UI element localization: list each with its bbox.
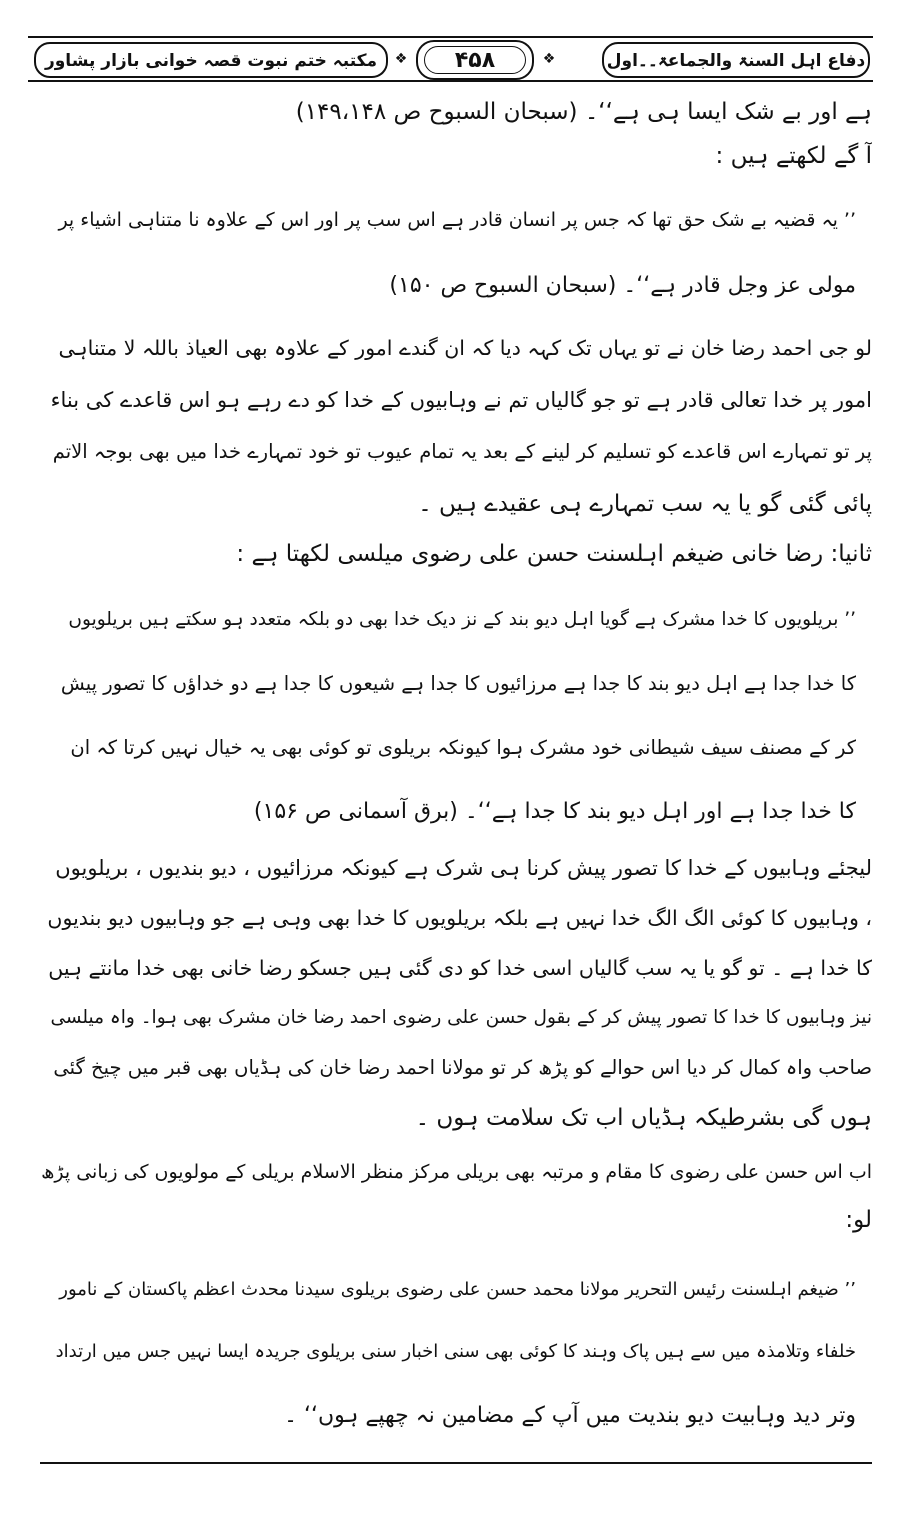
quote-line: مولی عز وجل قادر ہے‘‘۔ (سبحان السبوح ص ۱۵۰) <box>389 273 856 298</box>
quote-line: کا خدا جدا ہے اور اہل دیو بند کا جدا ہے‘‘۔ (برق آسمانی ص ۱۵۶) <box>253 799 856 824</box>
text-line: پر تو تمہارے اس قاعدے کو تسلیم کر لینے کے بعد یہ تمام عیوب تو خود تمہارے خدا میں بھی بوجہ الاتم <box>52 440 872 463</box>
text-line: کا خدا ہے ۔ تو گو یا یہ سب گالیاں اسی خدا کو دی گئی ہیں جسکو رضا خانی بھی خدا مانتے ہیں <box>48 956 872 980</box>
header-book-title-text: دفاع اہل السنۃ والجماعۃ۔۔اول <box>606 50 866 71</box>
header-top-rule <box>28 36 873 38</box>
header-publisher-text: مکتبہ ختم نبوت قصہ خوانی بازار پشاور <box>44 50 378 71</box>
text-line: امور پر خدا تعالی قادر ہے تو جو گالیاں تم نے وہابیوں کے خدا کو دے رہے ہو اس قاعدے کی بناء <box>50 388 872 412</box>
quote-line: ’’ بریلویوں کا خدا مشرک ہے گویا اہل دیو بند کے نز دیک خدا بھی دو بلکہ متعدد ہو سکتے ہیں بریلویوں <box>68 609 856 630</box>
ornament-left-icon: ❖ <box>394 51 408 67</box>
page-number-inner-frame <box>424 46 526 74</box>
text-line: نیز وہابیوں کا خدا کا تصور پیش کر کے بقول حسن علی رضوی احمد رضا خان مشرک بھی ہوا۔ واہ میلسی <box>50 1007 872 1028</box>
page-number-badge <box>416 40 534 80</box>
text-line: ثانیا: رضا خانی ضیغم اہلسنت حسن علی رضوی میلسی لکھتا ہے : <box>236 541 872 567</box>
text-line: اب اس حسن علی رضوی کا مقام و مرتبہ بھی بریلی مرکز منظر الاسلام بریلی کے مولویوں کی زبانی پڑھ <box>41 1161 872 1183</box>
header-book-title <box>602 42 870 78</box>
quote-line: کر کے مصنف سیف شیطانی خود مشرک ہوا کیونکہ بریلوی تو کوئی بھی یہ خیال نہیں کرتا کہ ان <box>70 736 856 759</box>
page-number-text: ۴۵۸ <box>454 47 496 73</box>
quote-line: کا خدا جدا ہے اہل دیو بند کا جدا ہے مرزائیوں کا جدا ہے شیعوں کا جدا ہے دو خداؤں کا تصور پیش <box>60 672 856 695</box>
text-line: آ گے لکھتے ہیں : <box>715 143 872 169</box>
header-publisher <box>34 42 388 78</box>
text-line: ، وہابیوں کا کوئی الگ الگ خدا نہیں ہے بلکہ بریلویوں کا خدا بھی وہی ہے جو وہابیوں دیو بندیوں <box>47 906 872 930</box>
text-line: ہوں گی بشرطیکہ ہڈیاں اب تک سلامت ہوں ۔ <box>415 1105 872 1131</box>
quote-line: ’’ یہ قضیہ بے شک حق تھا کہ جس پر انسان قادر ہے اس سب پر اور اس کے علاوہ نا متناہی اشیاء پر <box>58 209 856 231</box>
quote-line: وتر دید وہابیت دیو بندیت میں آپ کے مضامین نہ چھپے ہوں‘‘ ۔ <box>284 1403 856 1428</box>
header-bottom-rule <box>28 80 873 82</box>
footer-rule <box>40 1462 872 1464</box>
text-line: ہے اور بے شک ایسا ہی ہے‘‘۔ (سبحان السبوح ص ۱۴۹،۱۴۸) <box>295 99 872 125</box>
quote-line: خلفاء وتلامذہ میں سے ہیں پاک وہند کا کوئی بھی سنی اخبار سنی بریلوی جریدہ ایسا نہیں جس میں ارتداد <box>56 1341 856 1362</box>
ornament-right-icon: ❖ <box>542 51 556 67</box>
text-line: لیجئے وہابیوں کے خدا کا تصور پیش کرنا ہی شرک ہے کیونکہ مرزائیوں ، دیو بندیوں ، بریلویوں <box>55 856 872 880</box>
text-line: لو: <box>845 1207 872 1233</box>
text-line: لو جی احمد رضا خان نے تو یہاں تک کہہ دیا کہ ان گندے امور کے علاوہ بھی العیاذ باللہ لا متناہی <box>58 336 872 360</box>
text-line: صاحب واہ کمال کر دیا اس حوالے کو پڑھ کر تو مولانا احمد رضا خان کی ہڈیاں بھی قبر میں چیخ گئی <box>53 1056 872 1079</box>
text-line: پائی گئی گو یا یہ سب تمہارے ہی عقیدے ہیں ۔ <box>418 491 872 517</box>
quote-line: ’’ ضیغم اہلسنت رئیس التحریر مولانا محمد حسن علی رضوی بریلوی سیدنا محدث اعظم پاکستان کے نامور <box>59 1279 856 1300</box>
